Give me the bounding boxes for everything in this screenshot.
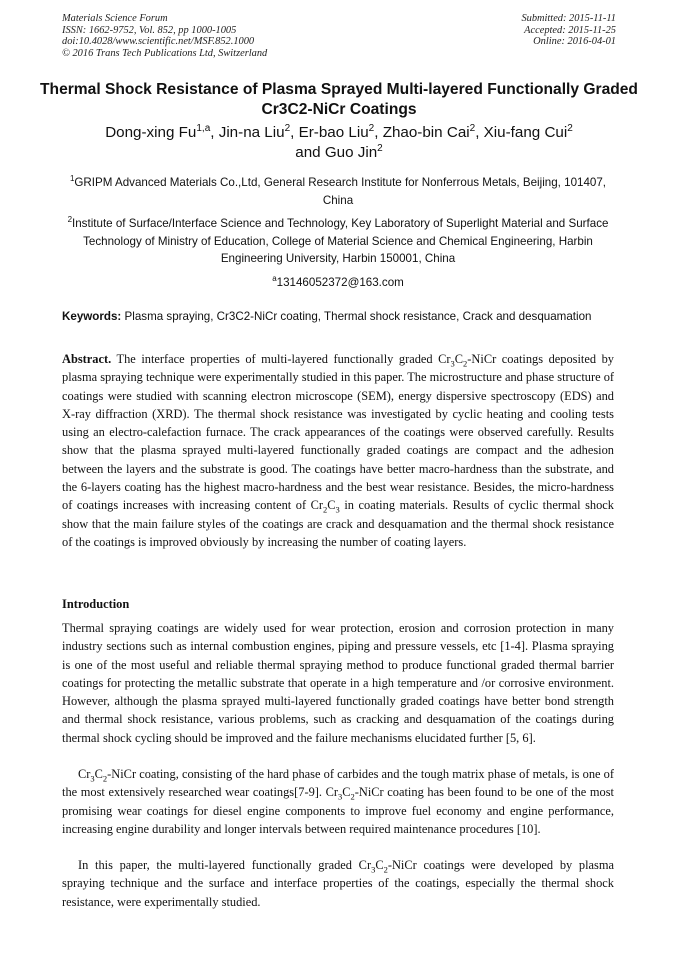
author-affiliation-mark: 2 (368, 122, 375, 134)
abstract-text: C (327, 498, 336, 513)
copyright: © 2016 Trans Tech Publications Ltd, Switzerland (62, 47, 268, 59)
email-mark: a (272, 274, 277, 284)
author-name: Guo Jin (324, 144, 378, 161)
paper-title: Thermal Shock Resistance of Plasma Sprayed Multi-layered Functionally Graded Cr3C2-NiCr Coatings (40, 81, 638, 118)
author-affiliation-mark: 2 (377, 142, 383, 154)
author-conjunction: and (295, 144, 321, 161)
affiliation-text: GRIPM Advanced Materials Co.,Ltd, General Research Institute for Nonferrous Metals, Beijing, 101407, China (74, 176, 607, 207)
subscript: 2 (102, 773, 108, 784)
affiliation-1 (62, 174, 614, 209)
author-affiliation-mark: 2 (469, 122, 476, 134)
author-name: Jin-na Liu (218, 124, 285, 141)
affiliation-mark: 2 (67, 215, 73, 225)
online-date: Online: 2016-04-01 (533, 36, 616, 48)
accepted-date: Accepted: 2015-11-25 (524, 24, 616, 36)
paragraph-text: -NiCr coating, consisting of the hard phase of carbides and the tough matrix phase of metals, is one of the most extensively researched wear coatings[7-9]. Cr (62, 767, 614, 800)
email-address: 13146052372@163.com (276, 276, 404, 289)
paragraph-text: C (342, 785, 351, 800)
publication-dates (521, 13, 616, 48)
paragraph-text: Cr (78, 767, 91, 781)
subscript: 3 (338, 791, 343, 802)
affiliation-text: Institute of Surface/Interface Science and Technology, Key Laboratory of Superlight Material and Surface Technology of Ministry of Education, College of Material Science and Chemical Engineering, Harbin Engineering University, Harbin 150001, China (72, 217, 609, 266)
journal-name: Materials Science Forum (62, 13, 168, 24)
subscript: 2 (463, 358, 468, 369)
keywords-label: Keywords: (62, 310, 122, 323)
paragraph-text: C (375, 858, 384, 872)
intro-paragraph-3 (62, 856, 614, 911)
subscript: 3 (450, 358, 455, 369)
subscript: 3 (90, 773, 95, 784)
author-affiliation-mark: 1,a (196, 122, 211, 134)
author-name: Dong-xing Fu (105, 124, 197, 141)
abstract-text: The interface properties of multi-layered functionally graded Cr (116, 352, 451, 366)
affiliation-mark: 1 (69, 174, 75, 184)
author-affiliation-mark: 2 (284, 122, 291, 134)
abstract-text: in coating materials. Results of cyclic thermal shock show that the main failure styles of the coatings are crack and desquamation and the thermal shock resistance of the coatings is improved obviously by increasing the number of coating layers. (62, 498, 614, 549)
intro-paragraph-2 (62, 765, 614, 838)
abstract-label: Abstract. (62, 352, 112, 366)
subscript: 2 (383, 864, 388, 875)
subscript: 2 (350, 791, 355, 802)
keywords (62, 308, 614, 326)
keywords-text: Plasma spraying, Cr3C2-NiCr coating, Thermal shock resistance, Crack and desquamation (124, 310, 592, 323)
author-name: Zhao-bin Cai (382, 124, 470, 141)
subscript: 3 (371, 864, 376, 875)
doi: doi:10.4028/www.scientific.net/MSF.852.1000 (62, 36, 255, 48)
corresponding-email (62, 275, 614, 291)
intro-paragraph-1: Thermal spraying coatings are widely used for wear protection, erosion and corrosion protection in many industry sections such as internal combustion engines, piping and pressure vessels, etc [1-4]. Plasma spraying is one of the most useful and reliable thermal spraying method to produce functional graded thermal barrier coatings for protecting the metallic substrate that operate in a high temperature and /or corrosive environment. However, although the plasma sprayed multi-layered functionally graded coatings have better bond strength and thermal shock resistance, various problems, such as cracking and desquamation of the coatings during thermal shock cycling should be improved and the failure mechanisms elucidated further [5, 6]. (62, 621, 614, 745)
issn: ISSN: 1662-9752, Vol. 852, pp 1000-1005 (62, 24, 237, 36)
subscript: 3 (335, 504, 340, 515)
paragraph-text: C (94, 767, 103, 781)
author-list: Dong-xing Fu$^{1,a}$, Jin-na Liu$^2$, Er-bao Liu$^2$, Zhao-bin Cai$^2$, Xiu-fang Cui$^2$ and Guo Jin$^2$ (105, 122, 573, 161)
author-name: Er-bao Liu (298, 124, 369, 141)
abstract (62, 350, 614, 551)
author-affiliation-mark: 2 (567, 122, 573, 134)
journal-info (62, 13, 267, 59)
submitted-date: Submitted: 2015-11-11 (521, 13, 616, 24)
author-name: Xiu-fang Cui (483, 124, 568, 141)
paragraph-text: -NiCr coating has been found to be one of the most promising wear coatings for diesel engine components to improve fuel economy and engine performance, increasing engine durability and longer intervals between required maintenance procedures [10]. (62, 785, 614, 836)
abstract-text: -NiCr coatings deposited by plasma spraying technique were experimentally studied in this paper. The microstructure and phase structure of coatings were studied with scanning electron microscope (SEM), energy dispersive spectroscopy (EDS) and X-ray diffraction (XRD). The thermal shock resistance was investigated by cyclic heating and cooling tests using an electro-calefaction furnace. The crack appearances of the coatings were observed carefully. Results show that the plasma sprayed multi-layered functionally graded coatings are compact and the adhesion between the layers and the substrate is good. The coatings have better macro-hardness than the substrate, and the 6-layers coating has the highest macro-hardness and the best wear resistance. Besides, the micro-hardness of coatings increases with increasing content of Cr (62, 352, 615, 513)
paragraph-text: In this paper, the multi-layered functionally graded Cr (78, 858, 372, 872)
subscript: 2 (323, 504, 328, 515)
paragraph-text: -NiCr coatings were developed by plasma spraying technique and the surface and interface properties of the coatings, especially the thermal shock resistance, were experimentally studied. (62, 858, 614, 909)
affiliation-2 (62, 215, 614, 268)
introduction-heading: Introduction (62, 597, 130, 611)
abstract-text: C (454, 352, 464, 366)
